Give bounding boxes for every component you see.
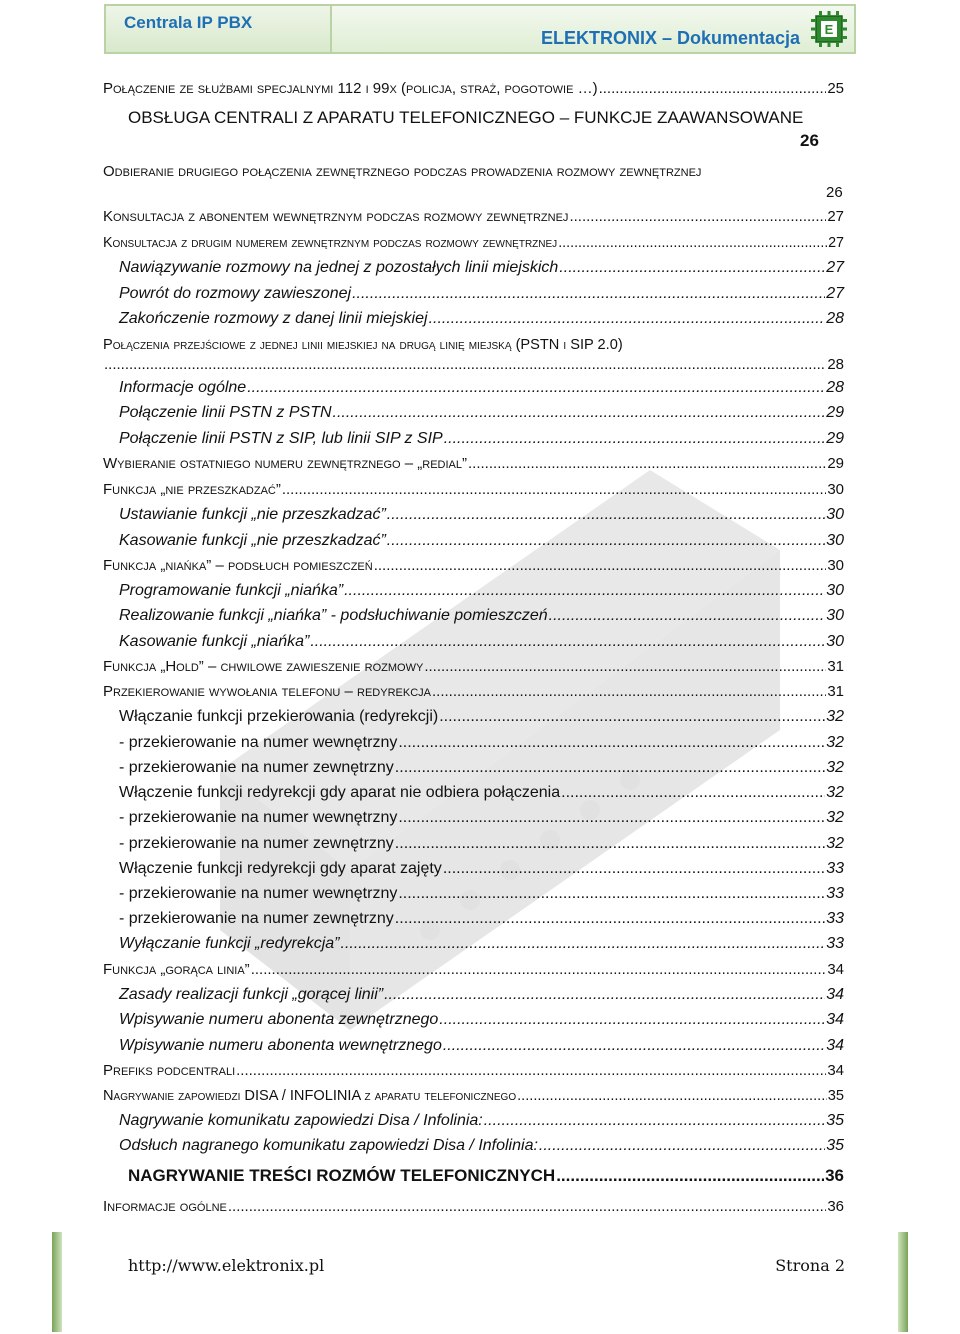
toc-entry-title: Informacje ogólne [119, 379, 247, 396]
toc-entry[interactable] [119, 257, 844, 279]
toc-entry-page: 33 [826, 935, 844, 952]
toc-entry-title: Prefiks podcentrali [103, 1062, 236, 1079]
toc-entry-title: Odsłuch nagranego komunikatu zapowiedzi Disa / Infolinia: [119, 1137, 538, 1154]
toc-entry-title: Nagrywanie zapowiedzi DISA / INFOLINIA z aparatu telefonicznego [103, 1088, 517, 1104]
toc-entry-title: Włączenie funkcji redyrekcji gdy aparat nie odbiera połączenia [119, 784, 561, 801]
toc-entry-page: 29 [826, 430, 844, 447]
toc-entry[interactable] [103, 555, 844, 577]
toc-entry-page: 26 [800, 131, 819, 150]
toc-entry-page: 31 [827, 658, 844, 675]
toc-entry-page: 28 [826, 379, 844, 396]
toc-entry-page: 34 [827, 961, 844, 978]
svg-text:E: E [824, 22, 834, 37]
toc-entry[interactable] [119, 283, 844, 305]
toc-entry[interactable] [119, 1135, 844, 1157]
toc-entry[interactable] [119, 883, 844, 905]
toc-entry-page: 32 [826, 835, 844, 852]
toc-entry-title: - przekierowanie na numer wewnętrzny [119, 809, 398, 826]
toc-entry-page: 30 [827, 481, 844, 498]
toc-entry[interactable] [119, 530, 844, 552]
toc-entry-page: 35 [826, 1137, 844, 1154]
toc-entry-title[interactable]: Połączenia przejściowe z jednej linii miejskiej na drugą linię miejską (PSTN i SIP 2.0) [103, 337, 623, 353]
toc-entry[interactable] [119, 858, 844, 880]
toc-entry[interactable] [103, 656, 844, 678]
toc-entry[interactable] [103, 681, 844, 703]
toc-entry-page: 29 [827, 455, 844, 472]
toc-entry[interactable] [119, 428, 844, 450]
toc-entry [103, 354, 844, 376]
toc-entry-title: Połączenie ze służbami specjalnymi 112 i 99x (policja, straż, pogotowie …) [103, 80, 598, 97]
toc-entry-page: 28 [826, 310, 844, 327]
toc-entry[interactable] [119, 833, 844, 855]
toc-entry[interactable] [119, 504, 844, 526]
toc-entry-page: 32 [826, 784, 844, 801]
toc-entry-title: Realizowanie funkcji „niańka” - podsłuchiwanie pomieszczeń [119, 607, 548, 624]
toc-entry-title: Konsultacja z drugim numerem zewnętrznym podczas rozmowy zewnętrznej [103, 235, 558, 251]
toc-entry-page: 34 [826, 1011, 844, 1028]
toc-entry-page: 30 [826, 532, 844, 549]
toc-entry[interactable] [119, 807, 844, 829]
toc-entry-page: 31 [827, 683, 844, 700]
toc-entry-title: OBSŁUGA CENTRALI Z APARATU TELEFONICZNEGO – FUNKCJE ZAAWANSOWANE [128, 108, 804, 127]
toc-entry-title: Wyłączanie funkcji „redyrekcja” [119, 935, 340, 952]
toc-entry-title: Nawiązywanie rozmowy na jednej z pozostałych linii miejskich [119, 259, 559, 276]
toc-entry-page: 35 [826, 1112, 844, 1129]
toc-entry-page: 30 [827, 557, 844, 574]
footer-page-number: Strona 2 [775, 1256, 845, 1275]
toc-entry-title: Połączenie linii PSTN z SIP, lub linii SIP z SIP [119, 430, 443, 447]
toc-entry-title: Konsultacja z abonentem wewnętrznym podczas rozmowy zewnętrznej [103, 208, 569, 225]
toc-entry-title: Informacje ogólne [103, 1198, 227, 1215]
toc-entry-page: 26 [826, 184, 843, 201]
toc-entry-page: 27 [826, 259, 844, 276]
toc-entry[interactable] [119, 1009, 844, 1031]
toc-entry[interactable] [128, 1165, 844, 1187]
toc-entry[interactable] [119, 706, 844, 728]
toc-entry-title: Połączenie linii PSTN z PSTN [119, 404, 332, 421]
toc-entry-page: 32 [826, 759, 844, 776]
toc-entry-page: 33 [826, 860, 844, 877]
toc-entry-title: NAGRYWANIE TREŚCI ROZMÓW TELEFONICZNYCH [128, 1166, 556, 1185]
toc-entry-title: Programowanie funkcji „niańka” [119, 582, 344, 599]
toc-entry-page: 30 [826, 506, 844, 523]
toc-entry-title[interactable]: Odbieranie drugiego połączenia zewnętrznego podczas prowadzenia rozmowy zewnętrznej [103, 163, 702, 180]
toc-entry[interactable] [119, 1035, 844, 1057]
toc-entry-title: Ustawianie funkcji „nie przeszkadzać” [119, 506, 386, 523]
toc-entry-title: Zakończenie rozmowy z danej linii miejskiej [119, 310, 428, 327]
toc-entry-page: 34 [826, 986, 844, 1003]
toc-entry[interactable] [103, 479, 844, 501]
toc-entry-title: - przekierowanie na numer wewnętrzny [119, 885, 398, 902]
toc-entry-title: Wpisywanie numeru abonenta zewnętrznego [119, 1011, 439, 1028]
toc-entry-page: 32 [826, 708, 844, 725]
toc-entry-page: 34 [826, 1037, 844, 1054]
toc-entry-page: 32 [826, 734, 844, 751]
toc-entry[interactable] [103, 959, 844, 981]
toc-entry-page: 36 [825, 1166, 844, 1185]
toc-entry[interactable] [119, 605, 844, 627]
header-brand-title: ELEKTRONIX – Dokumentacja [540, 28, 800, 48]
toc-entry[interactable] [103, 1085, 844, 1107]
toc-entry-title: Włączanie funkcji przekierowania (redyrekcji) [119, 708, 439, 725]
toc-entry-title: Wpisywanie numeru abonenta wewnętrznego [119, 1037, 442, 1054]
toc-entry[interactable] [128, 108, 844, 128]
footer-decoration-right [898, 1232, 908, 1332]
toc-entry[interactable] [119, 308, 844, 330]
toc-entry-page: 33 [826, 885, 844, 902]
toc-entry-title: - przekierowanie na numer zewnętrzny [119, 910, 394, 927]
toc-entry-page: 29 [826, 404, 844, 421]
toc-entry-page: 30 [826, 633, 844, 650]
toc-entry[interactable] [119, 908, 844, 930]
toc-entry-page: 34 [827, 1062, 844, 1079]
toc-entry-title: Przekierowanie wywołania telefonu – redyrekcja [103, 683, 431, 700]
toc-entry[interactable] [119, 757, 844, 779]
toc-entry-title: Zasady realizacji funkcji „gorącej linii” [119, 986, 384, 1003]
toc-entry-title: - przekierowanie na numer zewnętrzny [119, 835, 394, 852]
toc-entry-title: Kasowanie funkcji „nie przeszkadzać” [119, 532, 386, 549]
toc-entry[interactable] [103, 232, 844, 254]
toc-entry-page: 27 [827, 208, 844, 225]
toc-entry-page: 30 [826, 607, 844, 624]
toc-entry-title: Funkcja „nie przeszkadzać” [103, 481, 281, 498]
toc-entry[interactable] [119, 933, 844, 955]
toc-entry-page: 30 [826, 582, 844, 599]
toc-entry-title: Funkcja „Hold” – chwilowe zawieszenie rozmowy [103, 658, 424, 675]
toc-entry-title: Funkcja „niańka” – podsłuch pomieszczeń [103, 557, 373, 574]
toc-entry-title: Nagrywanie komunikatu zapowiedzi Disa / Infolinia: [119, 1112, 483, 1129]
toc-entry-title: Kasowanie funkcji „niańka” [119, 633, 310, 650]
toc-entry-page: 33 [826, 910, 844, 927]
toc-entry[interactable] [103, 453, 844, 475]
toc-entry-title: - przekierowanie na numer zewnętrzny [119, 759, 394, 776]
toc-entry-page: 35 [827, 1088, 844, 1104]
toc-entry[interactable] [119, 732, 844, 754]
toc-entry-title: Funkcja „gorąca linia” [103, 961, 250, 978]
toc-entry[interactable] [103, 1060, 844, 1082]
toc-entry-page: 25 [827, 80, 844, 97]
toc-entry[interactable] [103, 1196, 844, 1218]
toc-entry-title: Powrót do rozmowy zawieszonej [119, 285, 352, 302]
toc-entry[interactable] [119, 402, 844, 424]
footer-decoration-left [52, 1232, 62, 1332]
toc-entry[interactable] [119, 984, 844, 1006]
header-product-title: Centrala IP PBX [106, 6, 332, 52]
footer-url-link[interactable]: http://www.elektronix.pl [128, 1256, 325, 1275]
toc-entry[interactable] [119, 580, 844, 602]
toc-entry[interactable] [103, 206, 844, 228]
toc-entry-page: 27 [828, 235, 844, 251]
toc-entry[interactable] [119, 631, 844, 653]
toc-entry-title: Włączenie funkcji redyrekcji gdy aparat zajęty [119, 860, 442, 877]
toc-entry[interactable] [103, 78, 844, 100]
toc-entry[interactable] [119, 377, 844, 399]
toc-entry-page: 36 [827, 1198, 844, 1215]
toc-entry-title: Wybieranie ostatniego numeru zewnętrznego – „redial” [103, 455, 468, 472]
toc-entry[interactable] [119, 1110, 844, 1132]
toc-entry-page: 28 [827, 356, 844, 373]
toc-entry-page: 32 [826, 809, 844, 826]
toc-entry-page: 27 [826, 285, 844, 302]
toc-entry[interactable] [119, 782, 844, 804]
toc-entry-title: - przekierowanie na numer wewnętrzny [119, 734, 398, 751]
